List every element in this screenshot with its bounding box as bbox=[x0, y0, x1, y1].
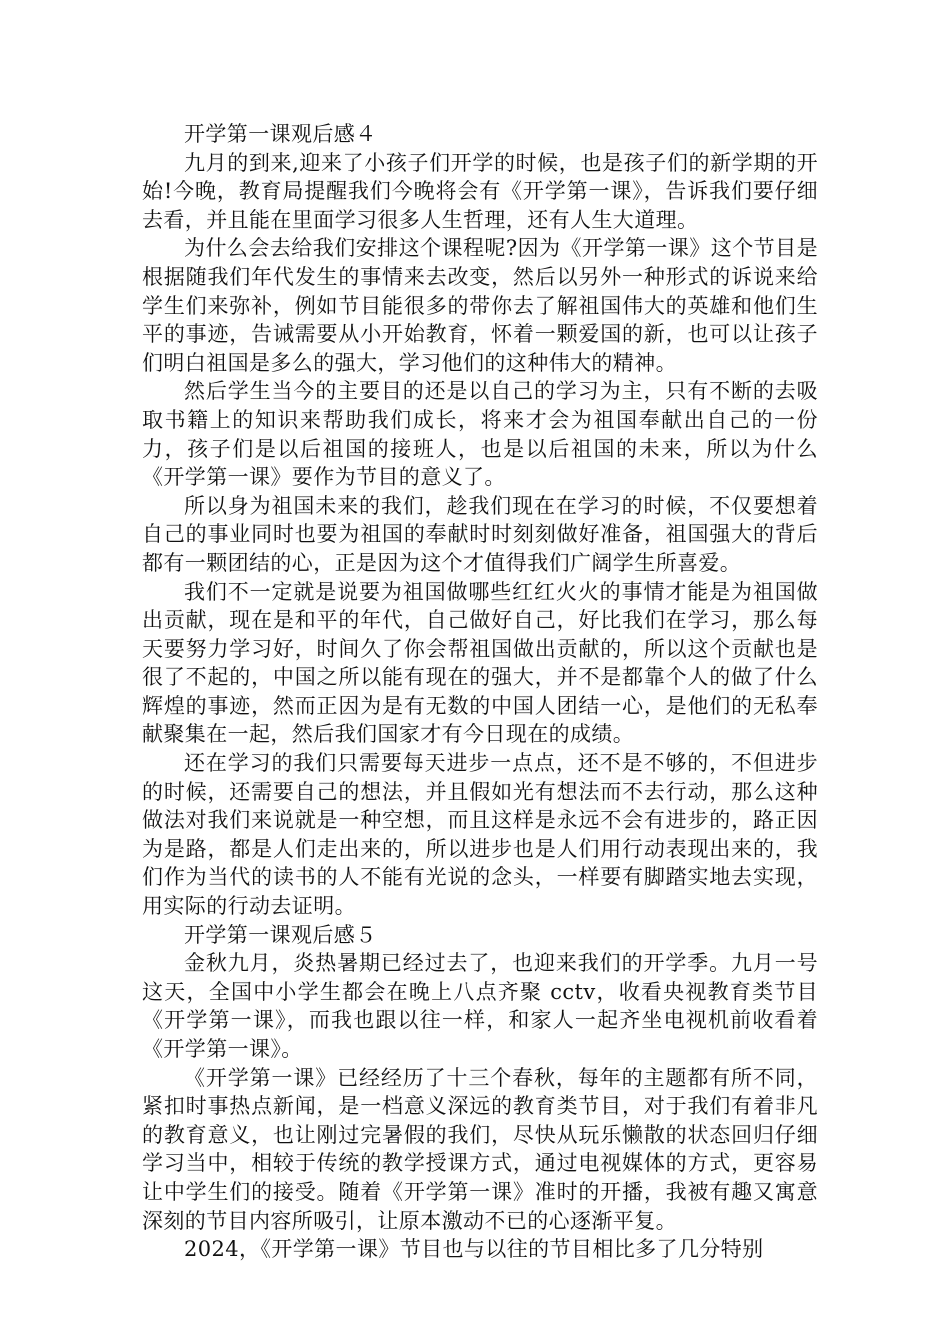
section-title-4: 开学第一课观后感４ bbox=[184, 122, 377, 146]
paragraph: 所以身为祖国未来的我们，趁我们现在在学习的时候，不仅要想着自己的事业同时也要为祖国的奉献时时刻刻做好准备，祖国强大的背后都有一颗团结的心，正是因为这个才值得我们广阔学生所喜爱。 bbox=[142, 493, 818, 575]
paragraph: 然后学生当今的主要目的还是以自己的学习为主，只有不断的去吸取书籍上的知识来帮助我们成长，将来才会为祖国奉献出自己的一份力，孩子们是以后祖国的接班人，也是以后祖国的未来，所以为什么《开学第一课》要作为节目的意义了。 bbox=[142, 379, 818, 490]
paragraph: 九月的到来,迎来了小孩子们开学的时候，也是孩子们的新学期的开始!今晚，教育局提醒我们今晚将会有《开学第一课》，告诉我们要仔细去看，并且能在里面学习很多人生哲理，还有人生大道理。 bbox=[142, 150, 818, 232]
document-body bbox=[142, 120, 818, 1264]
section-title-5: 开学第一课观后感５ bbox=[184, 922, 377, 947]
paragraph: 金秋九月，炎热暑期已经过去了，也迎来我们的开学季。九月一号这天，全国中小学生都会在晚上八点齐聚 cctv，收看央视教育类节目《开学第一课》，而我也跟以往一样，和家人一起齐坐电视机前收看着《开学第一课》。 bbox=[142, 951, 818, 1061]
paragraph: 还在学习的我们只需要每天进步一点点，还不是不够的，不但进步的时候，还需要自己的想法，并且假如光有想法而不去行动，那么这种做法对我们来说就是一种空想，而且这样是永远不会有进步的，路正因为是路，都是人们走出来的，所以进步也是人们用行动表现出来的，我们作为当代的读书的人不能有光说的念头，一样要有脚踏实地去实现，用实际的行动去证明。 bbox=[142, 751, 818, 919]
paragraph: 《开学第一课》已经经历了十三个春秋，每年的主题都有所不同，紧扣时事热点新闻，是一档意义深远的教育类节目，对于我们有着非凡的教育意义，也让刚过完暑假的我们，尽快从玩乐懒散的状态回归仔细学习当中，相较于传统的教学授课方式，通过电视媒体的方式，更容易让中学生们的接受。随着《开学第一课》准时的开播，我被有趣又寓意深刻的节目内容所吸引，让原本激动不已的心逐渐平复。 bbox=[142, 1065, 818, 1233]
paragraph: 我们不一定就是说要为祖国做哪些红红火火的事情才能是为祖国做出贡献，现在是和平的年代，自己做好自己，好比我们在学习，那么每天要努力学习好，时间久了你会帮祖国做出贡献的，所以这个贡献也是很了不起的，中国之所以能有现在的强大，并不是都靠个人的做了什么辉煌的事迹，然而正因为是有无数的中国人团结一心，是他们的无私奉献聚集在一起，然后我们国家才有今日现在的成绩。 bbox=[142, 579, 818, 747]
paragraph: 为什么会去给我们安排这个课程呢?因为《开学第一课》这个节目是根据随我们年代发生的事情来去改变，然后以另外一种形式的诉说来给学生们来弥补，例如节目能很多的带你去了解祖国伟大的英雄和他们生平的事迹，告诫需要从小开始教育，怀着一颗爱国的新，也可以让孩子们明白祖国是多么的强大，学习他们的这种伟大的精神。 bbox=[142, 236, 818, 375]
paragraph: 2024，《开学第一课》节目也与以往的节目相比多了几分特别 bbox=[184, 1237, 764, 1262]
